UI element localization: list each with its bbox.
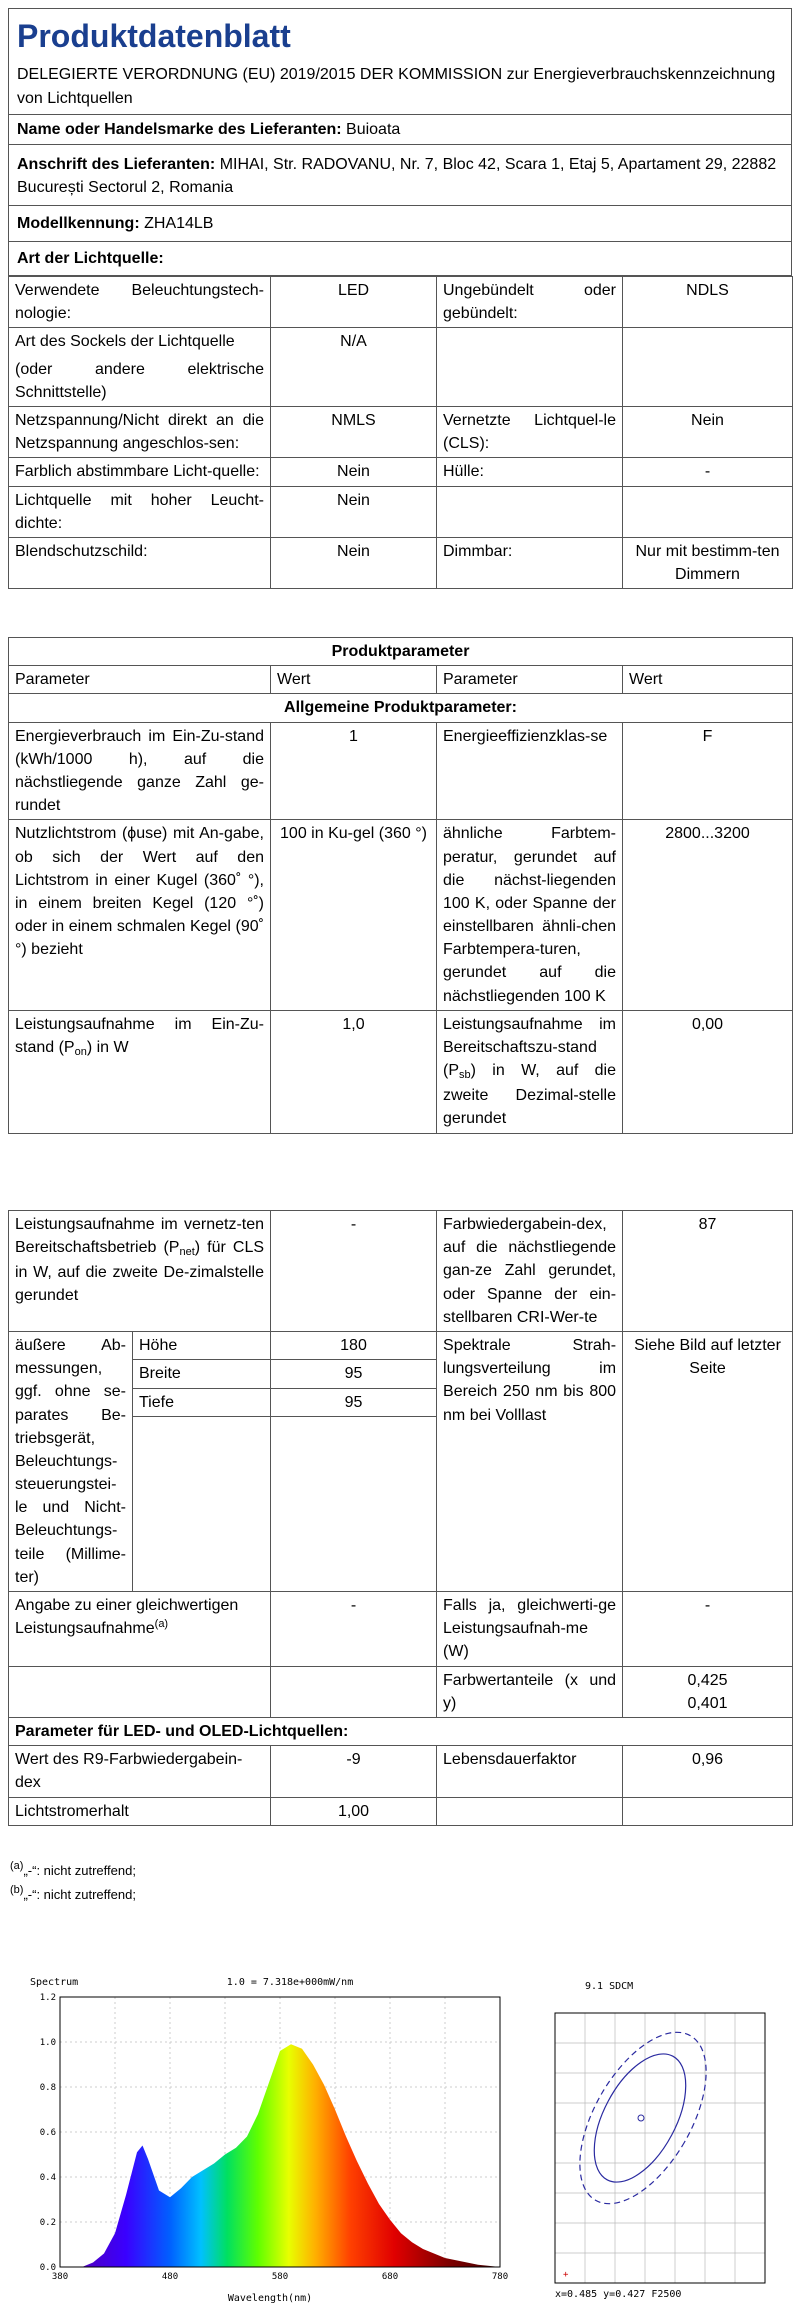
col-header-value: Wert — [623, 666, 793, 694]
empty-cell — [271, 1666, 437, 1717]
sdcm-chart — [535, 1975, 775, 2305]
datasheet-header — [8, 8, 792, 276]
cct-value: 2800...3200 — [623, 820, 793, 1011]
envelope-label: Hülle: — [437, 458, 623, 486]
width-value: 95 — [271, 1360, 437, 1388]
empty-cell — [623, 486, 793, 537]
type-table — [8, 276, 793, 589]
type-heading: Art der Lichtquelle: — [9, 241, 791, 275]
maintenance-value: 1,00 — [271, 1797, 437, 1825]
equiv-power-label: Falls ja, gleichwerti-ge Leistungsaufnah-me (W) — [437, 1592, 623, 1667]
r9-value: -9 — [271, 1746, 437, 1797]
energy-label: Energieverbrauch im Ein-Zu-stand (kWh/1000 h), auf die nächstliegende ganze Zahl ge-rundet — [9, 722, 271, 820]
sdcm-title: 9.1 SDCM — [585, 1981, 634, 1992]
address-value: MIHAI, Str. RADOVANU, Nr. 7, Bloc 42, Scara 1, Etaj 5, Apartament 29, 22882 București Sectorul 2, Romania — [17, 155, 777, 197]
survival-value: 0,96 — [623, 1746, 793, 1797]
empty-cell — [437, 1797, 623, 1825]
pon-value: 1,0 — [271, 1010, 437, 1133]
r9-label: Wert des R9-Farbwiedergabein-dex — [9, 1746, 271, 1797]
socket-value: N/A — [271, 328, 437, 407]
glare-value: Nein — [271, 537, 437, 588]
table-row — [9, 458, 793, 486]
eff-label: Energieeffizienzklas-se — [437, 722, 623, 820]
envelope-value: - — [623, 458, 793, 486]
empty-cell — [271, 1417, 437, 1592]
depth-value: 95 — [271, 1388, 437, 1416]
height-label: Höhe — [133, 1331, 271, 1359]
tech-label: Verwendete Beleuchtungstech-nologie: — [9, 277, 271, 328]
supplier-name-value: Buioata — [346, 120, 401, 138]
y-tick-label: 1.2 — [39, 1993, 56, 2003]
height-value: 180 — [271, 1331, 437, 1359]
equiv-power-value: - — [623, 1592, 793, 1667]
chroma-label: Farbwertanteile (x und y) — [437, 1666, 623, 1717]
flux-value: 100 in Ku-gel (360 °) — [271, 820, 437, 1011]
width-label: Breite — [133, 1360, 271, 1388]
col-header-param: Parameter — [437, 666, 623, 694]
empty-cell — [437, 328, 623, 407]
x-tick-label: 780 — [491, 2272, 509, 2282]
sdcm-readout: x=0.485 y=0.427 F2500 — [555, 2289, 682, 2300]
cls-label: Vernetzte Lichtquel-le (CLS): — [437, 406, 623, 457]
x-tick-label: 380 — [51, 2272, 69, 2282]
table-row — [9, 820, 793, 1011]
chart-header: 1.0 = 7.318e+000mW/nm — [226, 1977, 354, 1988]
table-row — [9, 1592, 793, 1667]
table-row — [9, 277, 793, 328]
page-title: Produktdatenblatt — [17, 18, 291, 54]
table-row — [9, 1746, 793, 1797]
table-row — [9, 1717, 793, 1745]
y-tick-label: 1.0 — [39, 2038, 56, 2048]
sdcm-center-point — [638, 2115, 644, 2121]
cls-value: Nein — [623, 406, 793, 457]
spd-label: Spektrale Strah-lungsverteilung im Bereich 250 nm bis 800 nm bei Volllast — [437, 1331, 623, 1591]
supplier-name-row — [9, 114, 791, 144]
table-row — [9, 1797, 793, 1825]
table-row — [9, 537, 793, 588]
table-row — [9, 1211, 793, 1332]
x-tick-label: 580 — [271, 2272, 289, 2282]
eff-value: F — [623, 722, 793, 820]
y-tick-label: 0.6 — [39, 2128, 56, 2138]
col-header-param: Parameter — [9, 666, 271, 694]
cct-label: ähnliche Farbtem-peratur, gerundet auf die nächst-liegenden 100 K, oder Spanne der einstellbaren ähnli-chen Farbtempera-turen, gerundet auf die nächstliegenden 100 K — [437, 820, 623, 1011]
cri-label: Farbwiedergabein-dex, auf die nächstliegende gan-ze Zahl gerundet, oder Spanne der ein-stellbaren CRI-Wer-te — [437, 1211, 623, 1332]
led-heading: Parameter für LED- und OLED-Lichtquellen: — [9, 1717, 793, 1745]
bundled-label: Ungebündelt oder gebündelt: — [437, 277, 623, 328]
supplier-name-label: Name oder Handelsmarke des Lieferanten: — [17, 120, 342, 138]
footnotes — [10, 1858, 136, 1906]
bundled-value: NDLS — [623, 277, 793, 328]
chroma-y: 0,401 — [687, 1694, 728, 1712]
general-heading: Allgemeine Produktparameter: — [9, 694, 793, 722]
high-lum-value: Nein — [271, 486, 437, 537]
depth-label: Tiefe — [133, 1388, 271, 1416]
x-axis-label: Wavelength(nm) — [227, 2293, 313, 2304]
pnet-label: Leistungsaufnahme im vernetz-ten Bereitschaftsbetrieb $(P_{net})$ für CLS in W, auf die zweite De-zimalstelle gerundet — [9, 1211, 271, 1332]
glare-label: Blendschutzschild: — [9, 537, 271, 588]
footnote-a: $^{(a)}$„-“: nicht zutreffend; — [10, 1860, 136, 1878]
empty-cell — [437, 486, 623, 537]
model-label: Modellkennung: — [17, 215, 140, 233]
flux-label: Nutzlichtstrom (ϕuse) mit An-gabe, ob sich der Wert auf den Lichtstrom in einer Kugel (360˚ °), in einem breiten Kegel (120 °˚) oder in einem schmalen Kegel (90˚ °) bezieht — [9, 820, 271, 1011]
table-row — [9, 638, 793, 666]
params-heading: Produktparameter — [9, 638, 793, 666]
color-tunable-label: Farblich abstimmbare Licht-quelle: — [9, 458, 271, 486]
model-row — [9, 205, 791, 240]
cri-value: 87 — [623, 1211, 793, 1332]
y-axis-title: Spectrum — [30, 1977, 79, 1988]
dimmable-label: Dimmbar: — [437, 537, 623, 588]
y-tick-label: 0.8 — [39, 2083, 56, 2093]
socket-label-2: (oder andere elektrische Schnittstelle) — [15, 360, 264, 401]
socket-label: Art des Sockels der Lichtquelle — [15, 333, 235, 351]
col-header-value: Wert — [271, 666, 437, 694]
model-value: ZHA14LB — [144, 215, 214, 233]
high-lum-label: Lichtquelle mit hoher Leucht-dichte: — [9, 486, 271, 537]
footnote-b: $^{(b)}$„-“: nicht zutreffend; — [10, 1883, 136, 1902]
empty-cell — [133, 1417, 271, 1592]
psb-value: 0,00 — [623, 1010, 793, 1133]
equiv-label: Angabe zu einer gleichwertigen Leistungsaufnahme$^{(a)}$ — [9, 1592, 271, 1667]
energy-value: 1 — [271, 722, 437, 820]
y-tick-label: 0.4 — [39, 2173, 56, 2183]
pon-label: Leistungsaufnahme im Ein-Zu-stand $(P_{on})$ in W — [9, 1010, 271, 1133]
table-row — [9, 1331, 793, 1359]
spd-value: Siehe Bild auf letzter Seite — [623, 1331, 793, 1591]
socket-label-cell — [9, 328, 271, 407]
x-tick-label: 680 — [381, 2272, 399, 2282]
psb-label: Leistungsaufnahme im Bereitschaftszu-stand $(P_{sb})$ in W, auf die zweite Dezimal-stelle gerundet — [437, 1010, 623, 1133]
table-row — [9, 666, 793, 694]
address-label: Anschrift des Lieferanten: — [17, 155, 216, 173]
color-tunable-value: Nein — [271, 458, 437, 486]
y-tick-label: 0.0 — [39, 2263, 56, 2273]
mains-value: NMLS — [271, 406, 437, 457]
tech-value: LED — [271, 277, 437, 328]
sdcm-marker: + — [563, 2270, 569, 2280]
dims-label: äußere Ab-messungen, ggf. ohne se-parates Be-triebsgerät, Beleuchtungs-steuerungstei-le und Nicht-Beleuchtungs-teile (Millime-ter) — [9, 1331, 133, 1591]
y-tick-label: 0.2 — [39, 2218, 56, 2228]
mains-label: Netzspannung/Nicht direkt an die Netzspannung angeschlos-sen: — [9, 406, 271, 457]
equiv-value: - — [271, 1592, 437, 1667]
params-table-1 — [8, 637, 793, 1134]
maintenance-label: Lichtstromerhalt — [9, 1797, 271, 1825]
address-row — [9, 144, 791, 205]
spectrum-chart — [30, 1975, 510, 2305]
table-row — [9, 722, 793, 820]
table-row — [9, 486, 793, 537]
chroma-value — [623, 1666, 793, 1717]
empty-cell — [623, 1797, 793, 1825]
table-row — [9, 1666, 793, 1717]
spectrum-curve — [60, 2044, 500, 2267]
survival-label: Lebensdauerfaktor — [437, 1746, 623, 1797]
table-row — [9, 1010, 793, 1133]
params-table-2 — [8, 1210, 793, 1826]
pnet-value: - — [271, 1211, 437, 1332]
table-row — [9, 328, 793, 407]
regulation-text: DELEGIERTE VERORDNUNG (EU) 2019/2015 DER KOMMISSION zur Energieverbrauchskennzeichnung von Lichtquellen — [17, 66, 776, 107]
table-row — [9, 694, 793, 722]
chroma-x: 0,425 — [687, 1671, 728, 1689]
table-row — [9, 406, 793, 457]
x-tick-label: 480 — [161, 2272, 179, 2282]
dimmable-value: Nur mit bestimm-ten Dimmern — [623, 537, 793, 588]
empty-cell — [623, 328, 793, 407]
empty-cell — [9, 1666, 271, 1717]
